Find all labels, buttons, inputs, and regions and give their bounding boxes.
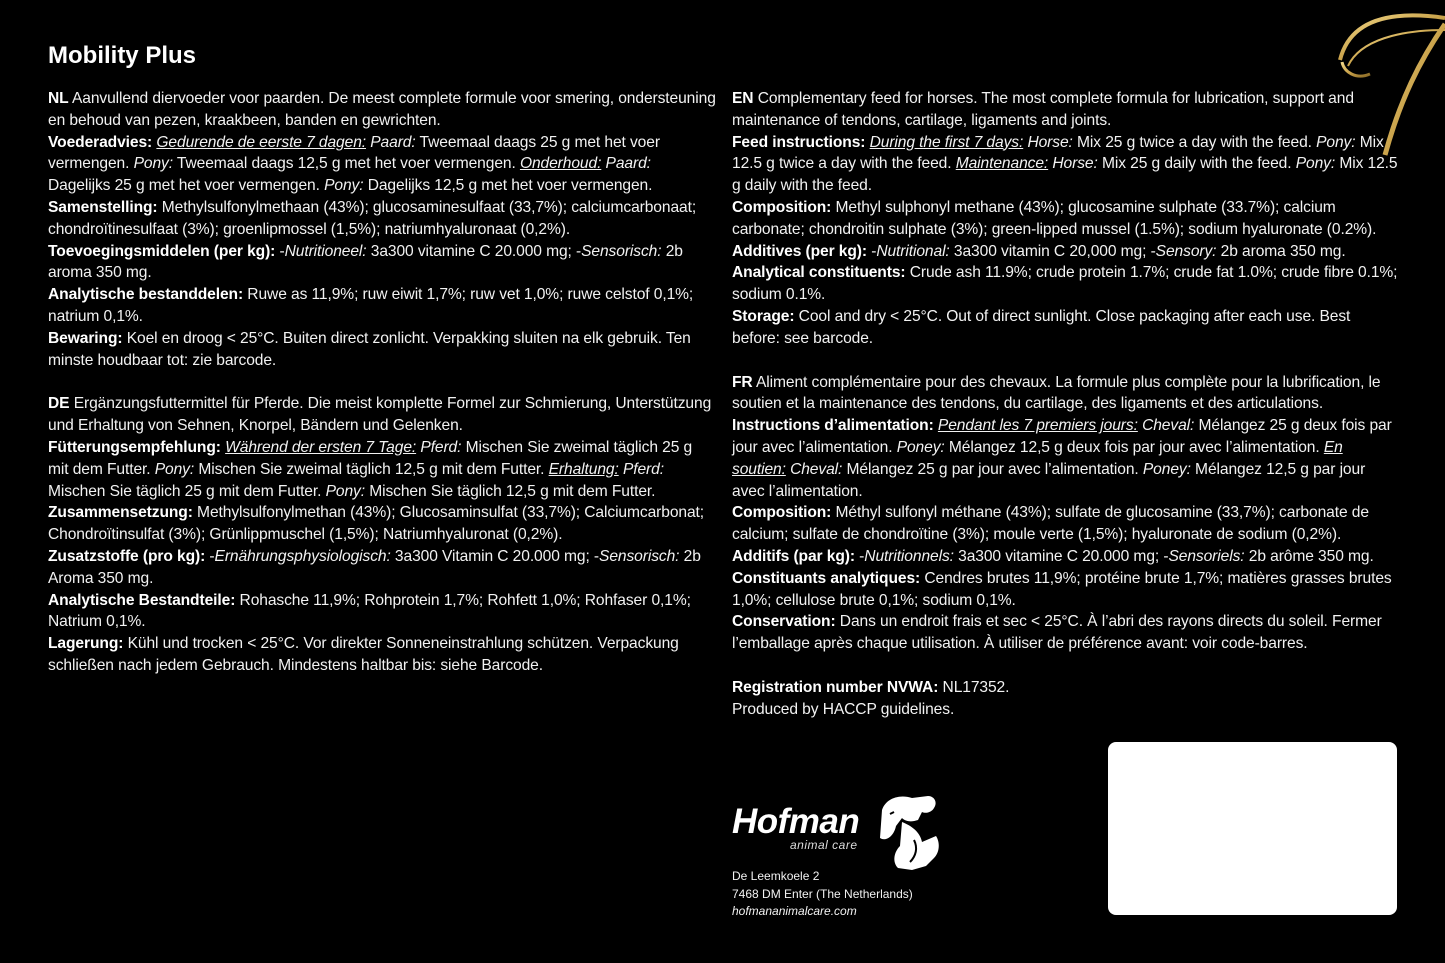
fr-storage [732, 611, 1400, 655]
fr-add-dash: - [854, 547, 865, 565]
fr-analytical [732, 568, 1400, 612]
nl-feed-horse: Paard: [370, 133, 416, 151]
address-website[interactable]: hofmananimalcare.com [732, 904, 857, 918]
en-anal-text: Crude ash 11.9%; crude protein 1.7%; crude fat 1.0%; crude fibre 0.1%; sodium 0.1%. [732, 264, 1398, 304]
en-add-nutr: Nutritional: [876, 242, 950, 260]
fr-feed-horse-text: Mélangez 25 g deux fois par jour avec l’alimentation. [732, 417, 1392, 456]
nl-feed-pony: Pony: [133, 155, 173, 173]
nl-intro-text: Aanvullend diervoeder voor paarden. De meest complete formule voor smering, ondersteuning en behoud van pezen, kraakbeen, banden en gewrichten. [48, 90, 716, 129]
en-feed-pony: Pony: [1316, 133, 1356, 151]
address-city: 7468 DM Enter (The Netherlands) [732, 886, 913, 901]
fr-comp-text: Méthyl sulfonyl méthane (43%); sulfate de glucosamine (33,7%); carbonate de calcium; sulfate de chondroïtine (3%); moule verte (1,5%); hyaluronate de sodium (0,2%). [732, 504, 1369, 544]
left-column [48, 88, 716, 699]
fr-feed-period: Pendant les 7 premiers jours: [937, 417, 1138, 435]
nl-feed-label: Voederadvies: [48, 133, 153, 151]
de-feed-label: Fütterungsempfehlung: [48, 438, 221, 456]
fr-feed-pony2: Poney: [1142, 460, 1191, 478]
fr-feed-label: Instructions d’alimentation: [732, 417, 934, 435]
en-feed-label: Feed instructions: [732, 133, 866, 151]
de-feed-pony-text: Mischen Sie zweimal täglich 12,5 g mit dem Futter. [194, 460, 545, 478]
en-add-sens: Sensory: [1155, 242, 1217, 260]
en-feed-horse2-text: Mix 25 g daily with the feed. [1097, 155, 1292, 173]
en-intro [732, 88, 1400, 132]
nl-add-label: Toevoegingsmiddelen (per kg): [48, 242, 276, 260]
de-anal-label: Analytische Bestandteile: [48, 591, 236, 609]
de-code: DE [48, 395, 70, 413]
nl-add-dash: - [275, 242, 285, 260]
de-add-dash: - [205, 547, 215, 565]
de-stor-label: Lagerung: [48, 635, 124, 653]
fr-feed-horse2-text: Mélangez 25 g par jour avec l’alimentation. [842, 460, 1139, 478]
en-feed-pony-text: Mix 12.5 g twice a day with the feed. [732, 133, 1384, 173]
horse-dog-cat-silhouette-icon [872, 792, 942, 872]
de-feed-horse2: Pferd: [622, 460, 664, 478]
en-analytical [732, 262, 1400, 306]
nl-feed-pony2-text: Dagelijks 12,5 g met het voer vermengen. [363, 177, 653, 195]
de-comp-text: Methylsulfonylmethan (43%); Glucosaminsulfat (33,7%); Calciumcarbonat; Chondroïtinsulfat (3%); Grünlippmuschel (1,5%); Natriumhyaluronat (0,2%). [48, 504, 705, 544]
nl-feed-period: Gedurende de eerste 7 dagen: [156, 133, 367, 151]
en-stor-text: Cool and dry < 25°C. Out of direct sunlight. Close packaging after each use. Best before: see barcode. [732, 307, 1351, 347]
fr-add-label: Additifs (par kg): [732, 547, 855, 565]
en-add-nutr-text: 3a300 vitamin C 20,000 mg; - [949, 242, 1156, 260]
nl-feed-pony-text: Tweemaal daags 12,5 g met het voer vermengen. [172, 155, 516, 173]
de-feed-pony: Pony: [154, 460, 195, 478]
nl-storage [48, 328, 716, 372]
nl-stor-text: Koel en droog < 25°C. Buiten direct zonlicht. Verpakking sluiten na elk gebruik. Ten minste houdbaar tot: zie barcode. [48, 329, 691, 369]
fr-add-sens: Sensoriels: [1168, 547, 1245, 565]
de-feed-horse: Pferd: [420, 438, 462, 456]
nl-analytical [48, 284, 716, 328]
en-feed-horse-text: Mix 25 g twice a day with the feed. [1072, 133, 1312, 151]
fr-feed-pony: Poney: [896, 438, 945, 456]
nl-feed-maint: Onderhoud: [519, 155, 602, 173]
nl-feed-pony2: Pony: [324, 177, 364, 195]
fr-anal-text: Cendres brutes 11,9%; protéine brute 1,7%; matières grasses brutes 1,0%; cellulose brute 0,1%; sodium 0,1%. [732, 569, 1392, 609]
nl-additives [48, 241, 716, 285]
section-en [732, 88, 1400, 350]
de-feed [48, 437, 716, 502]
fr-feed [732, 415, 1400, 502]
fr-intro-text: Aliment complémentaire pour des chevaux. La formule plus complète pour la lubrification, le soutien et la maintenance des tendons, du cartilage, des ligaments et des articulations. [732, 373, 1381, 413]
en-comp-text: Methyl sulphonyl methane (43%); glucosamine sulphate (33.7%); calcium carbonate; chondroitin sulphate (3%); green-lipped mussel (1.5%); sodium hyaluronate (0.2%). [732, 198, 1377, 238]
nl-feed-horse-text: Tweemaal daags 25 g met het voer vermengen. [48, 133, 660, 173]
en-stor-label: Storage: [732, 307, 795, 325]
de-comp-label: Zusammensetzung: [48, 504, 193, 522]
en-feed-pony2: Pony: [1295, 155, 1336, 173]
en-add-sens-text: 2b aroma 350 mg. [1216, 242, 1346, 260]
registration-line [732, 677, 1400, 699]
company-address [732, 868, 913, 921]
nl-anal-label: Analytische bestanddelen: [48, 286, 244, 304]
de-add-nutr: Ernährungsphysiologisch: [214, 547, 391, 565]
section-de [48, 393, 716, 676]
nl-add-sens-text: 2b aroma 350 mg. [48, 242, 683, 282]
fr-code: FR [732, 373, 753, 391]
fr-composition [732, 502, 1400, 546]
registration-number: NL17352. [938, 678, 1010, 696]
address-street: De Leemkoele 2 [732, 869, 820, 883]
en-feed-horse: Horse: [1027, 133, 1073, 151]
en-composition [732, 197, 1400, 241]
fr-intro [732, 372, 1400, 416]
fr-feed-horse2: Cheval: [790, 460, 843, 478]
brand-name: Hofman [732, 802, 860, 841]
fr-stor-label: Conservation: [732, 613, 836, 631]
de-stor-text: Kühl und trocken < 25°C. Vor direkter Sonneneinstrahlung schützen. Verpackung schließen nach jedem Gebrauch. Mindestens haltbar bis: siehe Barcode. [48, 635, 679, 674]
de-composition [48, 502, 716, 546]
de-intro-text: Ergänzungsfuttermittel für Pferde. Die meist komplette Formel zur Schmierung, Unterstützung und Erhaltung von Sehnen, Knorpel, Bändern und Gelenken. [48, 395, 712, 435]
de-additives [48, 546, 716, 590]
fr-stor-text: Dans un endroit frais et sec < 25°C. À l’abri des rayons directs du soleil. Fermer l’emballage après chaque utilisation. À utiliser de préférence avant: voir code-barres. [732, 613, 1382, 653]
de-feed-period: Während der ersten 7 Tage: [225, 438, 417, 456]
de-add-sens: Sensorisch: [599, 547, 680, 565]
en-feed-period: During the first 7 days: [869, 133, 1024, 151]
nl-stor-label: Bewaring: [48, 329, 123, 347]
fr-anal-label: Constituants analytiques: [732, 569, 921, 587]
de-add-label: Zusatzstoffe (pro kg): [48, 547, 206, 565]
nl-code: NL [48, 90, 69, 107]
en-add-label: Additives (per kg): [732, 242, 867, 260]
fr-feed-maint: En soutien: [732, 438, 1343, 478]
registration-label: Registration number NVWA: [732, 678, 939, 696]
section-fr [732, 372, 1400, 655]
brand-tagline: animal care [790, 838, 858, 852]
en-feed-pony2-text: Mix 12.5 g daily with the feed. [732, 155, 1398, 195]
haccp-line: Produced by HACCP guidelines. [732, 700, 955, 718]
nl-feed-horse2-text: Dagelijks 25 g met het voer vermengen. [48, 177, 320, 195]
de-analytical [48, 590, 716, 634]
en-feed-horse2: Horse: [1052, 155, 1098, 173]
fr-add-sens-text: 2b arôme 350 mg. [1244, 547, 1374, 565]
nl-feed [48, 132, 716, 197]
nl-composition [48, 197, 716, 241]
nl-anal-text: Ruwe as 11,9%; ruw eiwit 1,7%; ruw vet 1,0%; ruwe celstof 0,1%; natrium 0,1%. [48, 286, 694, 325]
nl-comp-label: Samenstelling: [48, 198, 158, 216]
en-anal-label: Analytical constituents: [732, 264, 906, 282]
de-storage [48, 633, 716, 677]
nl-intro [48, 88, 716, 132]
en-storage [732, 306, 1400, 350]
de-anal-text: Rohasche 11,9%; Rohprotein 1,7%; Rohfett 1,0%; Rohfaser 0,1%; Natrium 0,1%. [48, 591, 691, 631]
de-feed-maint: Erhaltung: [548, 460, 619, 478]
fr-additives [732, 546, 1400, 568]
brand-logo [732, 792, 952, 872]
de-add-sens-text: 2b Aroma 350 mg. [48, 547, 701, 587]
en-feed [732, 132, 1400, 197]
fr-add-nutr-text: 3a300 vitamine C 20.000 mg; - [953, 547, 1169, 565]
en-intro-text: Complementary feed for horses. The most complete formula for lubrication, support and maintenance of tendons, cartilage, ligaments and joints. [732, 90, 1354, 129]
nl-feed-horse2: Paard: [605, 155, 651, 173]
de-feed-horse-text: Mischen Sie zweimal täglich 25 g mit dem Futter. [48, 438, 693, 478]
en-comp-label: Composition: [732, 198, 832, 216]
de-feed-pony2-text: Mischen Sie täglich 12,5 g mit dem Futter. [364, 482, 656, 500]
nl-comp-text: Methylsulfonylmethaan (43%); glucosaminesulfaat (33,7%); calciumcarbonaat; chondroïtinesulfaat (3%); groenlipmossel (1,5%); natriumhyaluronaat (0,2%). [48, 198, 697, 238]
fr-feed-pony-text: Mélangez 12,5 g deux fois par jour avec l’alimentation. [944, 438, 1320, 456]
fr-add-nutr: Nutritionnels: [864, 547, 954, 565]
nl-add-nutr-text: 3a300 vitamine C 20.000 mg; - [366, 242, 582, 260]
de-feed-pony2: Pony: [325, 482, 365, 500]
product-title: Mobility Plus [48, 42, 197, 69]
fr-feed-horse: Cheval: [1142, 417, 1195, 435]
right-column [732, 88, 1400, 721]
label-placeholder-box [1108, 742, 1397, 915]
section-nl [48, 88, 716, 371]
de-intro [48, 393, 716, 437]
de-add-nutr-text: 3a300 Vitamin C 20.000 mg; - [390, 547, 600, 565]
registration-block [732, 677, 1400, 721]
fr-feed-pony2-text: Mélangez 12,5 g par jour avec l’alimentation. [732, 460, 1366, 500]
nl-add-nutr: Nutritioneel: [284, 242, 367, 260]
en-feed-maint: Maintenance: [955, 155, 1049, 173]
en-additives [732, 241, 1400, 263]
en-code: EN [732, 90, 754, 107]
fr-comp-label: Composition: [732, 504, 832, 522]
en-add-dash: - [867, 242, 877, 260]
de-feed-horse2-text: Mischen Sie täglich 25 g mit dem Futter. [48, 482, 322, 500]
nl-add-sens: Sensorisch: [581, 242, 662, 260]
